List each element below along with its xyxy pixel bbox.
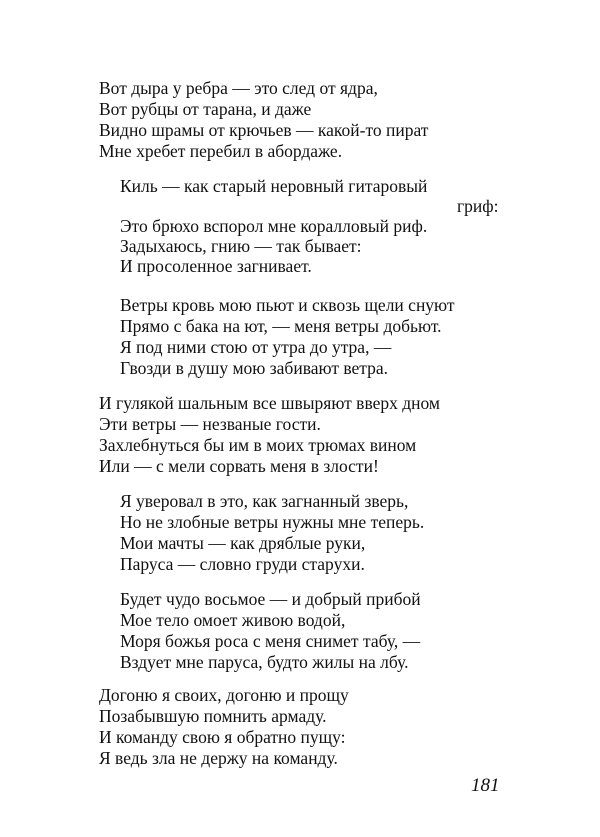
poem-line: Видно шрамы от крючьев — какой-то пират <box>99 120 429 140</box>
poem-line: Я уверовал в это, как загнанный зверь, <box>120 491 409 511</box>
poem-line: Будет чудо восьмое — и добрый прибой <box>120 589 421 609</box>
poem-line: Догоню я своих, догоню и прощу <box>99 685 349 705</box>
poem-line: Вот рубцы от тарана, и даже <box>99 99 312 119</box>
poem-line: Ветры кровь мою пьют и сквозь щели снуют <box>120 295 455 315</box>
poem-line: Но не злобные ветры нужны мне теперь. <box>120 512 425 532</box>
poem-line: Киль — как старый неровный гитаровый <box>120 176 428 196</box>
poem-line: Вздует мне паруса, будто жилы на лбу. <box>120 652 409 672</box>
poem-line: Гвозди в душу мою забивают ветра. <box>120 358 389 378</box>
poem-line: Это брюхо вспорол мне коралловый риф. <box>120 216 428 236</box>
poem-line: И команду свою я обратно пущу: <box>99 727 346 747</box>
page-number: 181 <box>471 775 500 796</box>
poem-line: Вот дыра у ребра — это след от ядра, <box>99 78 378 98</box>
poem-line: Паруса — словно груди старухи. <box>120 554 365 574</box>
poem-line: Прямо с бака на ют, — меня ветры добьют. <box>120 316 442 336</box>
poem-line: Моря божья роса с меня снимет табу, — <box>120 631 421 651</box>
poem-line: И просоленное загнивает. <box>120 256 312 276</box>
poem-line: Захлебнуться бы им в моих трюмах вином <box>99 435 417 455</box>
poem-line: Мне хребет перебил в абордаже. <box>99 141 343 161</box>
poem-line: Я под ними стою от утра до утра, — <box>120 337 392 357</box>
poem-line: гриф: <box>457 196 499 216</box>
poem-line: Позабывшую помнить армаду. <box>99 706 327 726</box>
poem-line: Мои мачты — как дряблые руки, <box>120 533 366 553</box>
poem-line: Я ведь зла не держу на команду. <box>99 748 338 768</box>
poem-line: Мое тело омоет живою водой, <box>120 610 346 630</box>
poem-line: Или — с мели сорвать меня в злости! <box>99 456 379 476</box>
poem-line: Задыхаюсь, гнию — так бывает: <box>120 236 362 256</box>
poem-line: И гулякой шальным все швыряют вверх дном <box>99 393 441 413</box>
poem-line: Эти ветры — незваные гости. <box>99 414 321 434</box>
